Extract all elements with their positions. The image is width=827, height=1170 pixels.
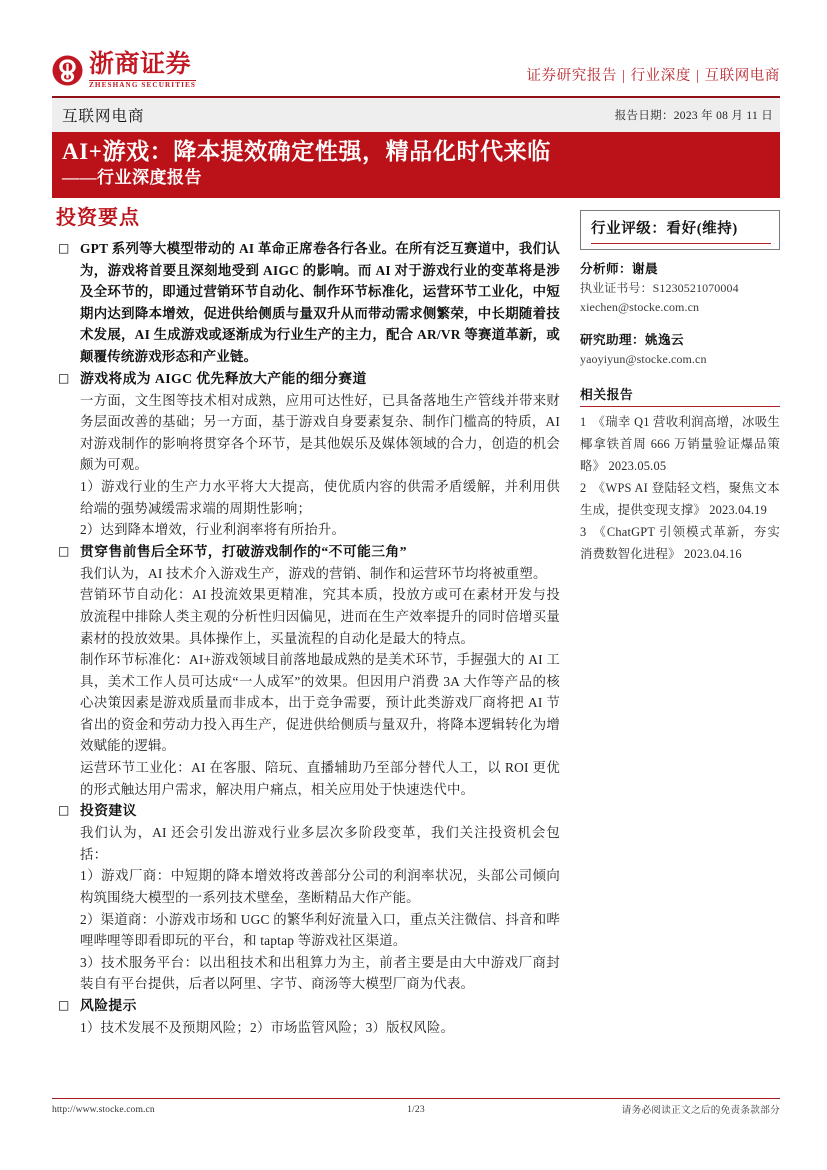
highlight-lead-paragraph: GPT 系列等大模型带动的 AI 革命正席卷各行各业。在所有泛互赛道中，我们认为，游戏将首要且深刻地受到 AIGC 的影响。而 AI 对于游戏行业的变革将是涉及全环节的，即通过营销环节自动化、制作环节标准化，运营环节工业化，中短期内达到降本增效，促进供给侧质与量双升从而带动需求侧繁荣，中长期随着技术发展，AI 生成游戏或逐渐成为行业生产的主力，配合 AR/VR 等赛道革新，或颠覆传统游戏形态和产业链。: [80, 241, 560, 364]
related-report-item[interactable]: [580, 411, 780, 477]
related-reports-section: [580, 384, 780, 565]
related-report-index: 3: [580, 524, 587, 539]
spacer: [580, 320, 780, 331]
square-bullet-icon: □: [58, 370, 70, 385]
logo-company-name-en: ZHESHANG SECURITIES: [89, 81, 196, 89]
footer-disclaimer: 请务必阅读正文之后的免责条款部分: [621, 1105, 780, 1116]
related-reports-divider: [580, 406, 780, 407]
analyst-email[interactable]: xiechen@stocke.com.cn: [580, 299, 700, 314]
rating-underline: [591, 243, 771, 244]
highlight-paragraph: 1）技术发展不及预期风险；2）市场监管风险；3）版权风险。: [80, 1020, 455, 1035]
breadcrumb-item-sector: 互联网电商: [704, 68, 780, 84]
page-number: 1/23: [407, 1103, 425, 1115]
highlight-block: [52, 800, 560, 995]
highlight-paragraph: 我们认为，AI 技术介入游戏生产，游戏的营销、制作和运营环节均将被重塑。: [80, 565, 547, 581]
highlight-paragraph: 2）渠道商：小游戏市场和 UGC 的繁华利好流量入口，重点关注微信、抖音和哔哩哔哩等即看即玩的平台，和 taptap 等游戏社区渠道。: [80, 911, 560, 949]
research-assistant-info: [580, 331, 780, 369]
breadcrumb-separator: |: [695, 68, 700, 84]
investment-highlights-title: 投资要点: [56, 207, 140, 229]
footer-divider: [52, 1098, 780, 1099]
spacer: [580, 373, 780, 384]
highlight-block: [52, 995, 560, 1039]
analyst-info: [580, 260, 780, 316]
related-report-text: 《瑞幸 Q1 营收利润高增，冰吸生椰拿铁首周 666 万销量验证爆品策略》 2023.05.05: [580, 414, 780, 473]
assistant-name: 研究助理：姚逸云: [580, 333, 684, 347]
breadcrumb-separator: |: [622, 68, 626, 84]
analyst-name: 分析师：谢晨: [580, 262, 658, 276]
main-content-column: [52, 206, 560, 1039]
analyst-license: 执业证书号：S1230521070004: [580, 281, 739, 295]
related-report-item[interactable]: [580, 477, 780, 521]
footer-url[interactable]: http://www.stocke.com.cn: [52, 1103, 155, 1115]
highlight-block: [52, 541, 560, 801]
highlight-block: [52, 238, 560, 368]
square-bullet-icon: □: [58, 998, 70, 1012]
related-report-text: 《WPS AI 登陆轻文档，聚焦文本生成，提供变现支撑》 2023.04.19: [580, 480, 780, 517]
square-bullet-icon: □: [58, 241, 70, 255]
title-banner: [52, 132, 780, 198]
highlight-paragraph: 2）达到降本增效，行业利润率将有所抬升。: [80, 522, 346, 538]
highlight-block: [52, 368, 560, 541]
industry-rating-box: [580, 210, 780, 250]
industry-rating: 行业评级：看好(维持): [591, 221, 738, 237]
highlight-heading: 游戏将成为 AIGC 优先释放大产能的细分赛道: [80, 370, 367, 386]
highlight-paragraph: 营销环节自动化：AI 投流效果更精准，究其本质，投放方或可在素材开发与投放流程中排除人类主观的分析性归因偏见，进而在生产效率提升的同时倍增买量素材的投放效果。具体操作上，买量流程的自动化是最大的特点。: [80, 587, 560, 646]
highlight-heading: 投资建议: [80, 803, 137, 819]
sector-date-bar: [52, 98, 780, 132]
document-footer: [52, 1102, 780, 1116]
highlight-paragraph: 我们认为，AI 还会引发出游戏行业多层次多阶段变革，我们关注投资机会包括：: [80, 825, 560, 862]
logo-company-name-cn: 浙商证券: [89, 51, 192, 78]
breadcrumb-item-report-type: 证券研究报告: [526, 68, 618, 84]
page-subtitle: ——行业深度报告: [62, 168, 202, 188]
zheshang-securities-logo-icon: [52, 55, 83, 86]
highlight-paragraph: 运营环节工业化：AI 在客服、陪玩、直播辅助乃至部分替代人工，以 ROI 更优的形式触达用户需求，解决用户痛点，相关应用处于快速迭代中。: [80, 760, 560, 797]
highlight-paragraph: 1）游戏厂商：中短期的降本增效将改善部分公司的利润率状况，头部公司倾向构筑围绕大模型的一系列技术壁垒，垄断精品大作产能。: [80, 868, 560, 906]
page-title: AI+游戏：降本提效确定性强，精品化时代来临: [62, 139, 551, 164]
breadcrumb: [526, 64, 780, 85]
highlight-paragraph: 制作环节标准化：AI+游戏领域目前落地最成熟的是美术环节，手握强大的 AI 工具，美术工作人员可达成“一人成军”的效果。但因用户消费 3A 大作等产品的核心决策因素是游戏质量而非成本，出于竞争需要，预计此类游戏厂商将把 AI 节省出的资金和劳动力投入再生产，促进供给侧质与量双升，将降本逻辑转化为增效赋能的逻辑。: [80, 652, 560, 754]
highlight-paragraph: 3）技术服务平台：以出租技术和出租算力为主，前者主要是由大中游戏厂商封装自有平台提供，后者以阿里、字节、商汤等大模型厂商为代表。: [80, 954, 560, 992]
highlight-heading: 风险提示: [80, 998, 137, 1013]
related-report-text: 《ChatGPT 引领模式革新，夯实消费数智化进程》 2023.04.16: [580, 524, 780, 561]
company-logo: [52, 52, 196, 89]
sidebar-column: [580, 210, 780, 569]
breadcrumb-item-depth: 行业深度: [630, 68, 691, 84]
related-report-index: 2: [580, 480, 587, 495]
sector-label: 互联网电商: [62, 108, 145, 125]
highlight-paragraph: 一方面，文生图等技术相对成熟，应用可达性好，已具备落地生产管线并带来财务层面改善的基础；另一方面，基于游戏自身要素复杂、制作门槛高的特质，AI 对游戏制作的影响将贯穿各个环节，是其他娱乐及媒体领域的合力，创造的机会颇为可观。: [80, 392, 560, 473]
highlight-heading: 贯穿售前售后全环节，打破游戏制作的“不可能三角”: [80, 543, 407, 559]
square-bullet-icon: □: [58, 803, 70, 818]
report-date: 报告日期：2023 年 08 月 11 日: [614, 110, 773, 122]
highlight-paragraph: 1）游戏行业的生产力水平将大大提高，使优质内容的供需矛盾缓解，并利用供给端的强势减缓需求端的周期性影响；: [80, 478, 560, 516]
document-header: [52, 50, 780, 96]
related-reports-title: 相关报告: [580, 387, 634, 402]
related-report-item[interactable]: [580, 521, 780, 565]
assistant-email[interactable]: yaoyiyun@stocke.com.cn: [580, 352, 707, 366]
related-report-index: 1: [580, 414, 587, 429]
square-bullet-icon: □: [58, 543, 70, 558]
